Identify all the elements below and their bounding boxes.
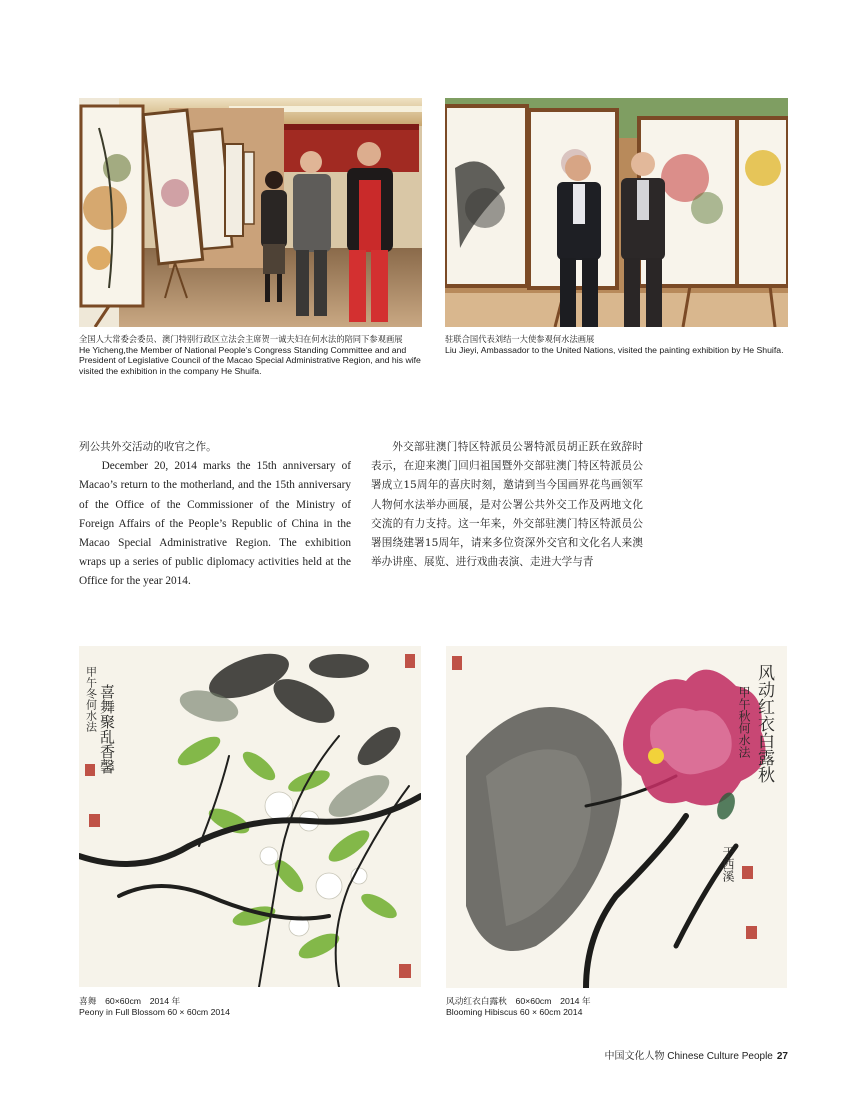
painting-peony (79, 646, 421, 987)
painting-hibiscus (446, 646, 787, 988)
photo-caption-left (79, 334, 424, 376)
magazine-name: 中国文化人物 Chinese Culture People (604, 1051, 773, 1062)
caption-left-zh: 全国人大常委会委员、澳门特别行政区立法会主席贺一诚夫妇在何水法的陪同下参观画展 (79, 334, 403, 344)
caption-left-en: He Yicheng,the Member of National People’s Congress Standing Committee and and President of Legislative Council of the Macao Special Administrative Region, and his wife visited the exhibition in the company He Shuifa. (79, 344, 421, 376)
page-number: 27 (776, 1051, 788, 1062)
painting-caption-left (79, 996, 419, 1017)
body-column-left (79, 438, 351, 592)
caption-right-zh: 驻联合国代表刘结一大使参观何水法画展 (445, 334, 595, 344)
svg-text:甲午秋何水法: 甲午秋何水法 (737, 686, 751, 758)
page-footer (604, 1047, 788, 1062)
painting-right-zh: 风动红衣白露秋 60×60cm 2014 年 (446, 996, 591, 1006)
body-column-right: 外交部驻澳门特区特派员公署特派员胡正跃在致辞时表示，在迎来澳门回归祖国暨外交部驻澳门特区特派员公署成立15周年的喜庆时刻，邀请到当今国画界花鸟画领军人物何水法举办画展，是对公署公共外交工作及两地文化交流的有力支持。这一年来，外交部驻澳门特区特派员公署围绕建署15周年，请来多位资深外交官和文化名人来澳举办讲座、展览、进行戏曲表演、走进大学与青 (371, 441, 643, 569)
caption-right-en: Liu Jieyi, Ambassador to the United Nations, visited the painting exhibition by He Shuifa. (445, 344, 784, 355)
photo-exhibition-visit (79, 98, 422, 327)
painting-left-en: Peony in Full Blossom 60 × 60cm 2014 (79, 1006, 230, 1017)
painting-left-zh: 喜舞 60×60cm 2014 年 (79, 996, 181, 1006)
body-left-en: December 20, 2014 marks the 15th anniversary of Macao’s return to the motherland, and the 15th anniversary of the Office of the Commissioner of the Ministry of Foreign Affairs of the People’s Republic of China in the Macao Special Administrative Region. The exhibition wraps up a series of public diplomacy activities held at the Office for the year 2014. (79, 460, 351, 588)
painting-caption-right (446, 996, 786, 1017)
photo-ambassador-visit (445, 98, 788, 327)
painting-right-en: Blooming Hibiscus 60 × 60cm 2014 (446, 1006, 583, 1017)
svg-text:于西溪: 于西溪 (721, 846, 735, 882)
body-left-zh-tail: 列公共外交活动的收官之作。 (79, 441, 217, 453)
svg-text:风动红衣白露秋: 风动红衣白露秋 (754, 664, 774, 783)
svg-text:喜舞聚乱香馨: 喜舞聚乱香馨 (98, 684, 116, 774)
photo-caption-right (445, 334, 790, 355)
svg-text:甲午冬何水法: 甲午冬何水法 (84, 666, 98, 732)
